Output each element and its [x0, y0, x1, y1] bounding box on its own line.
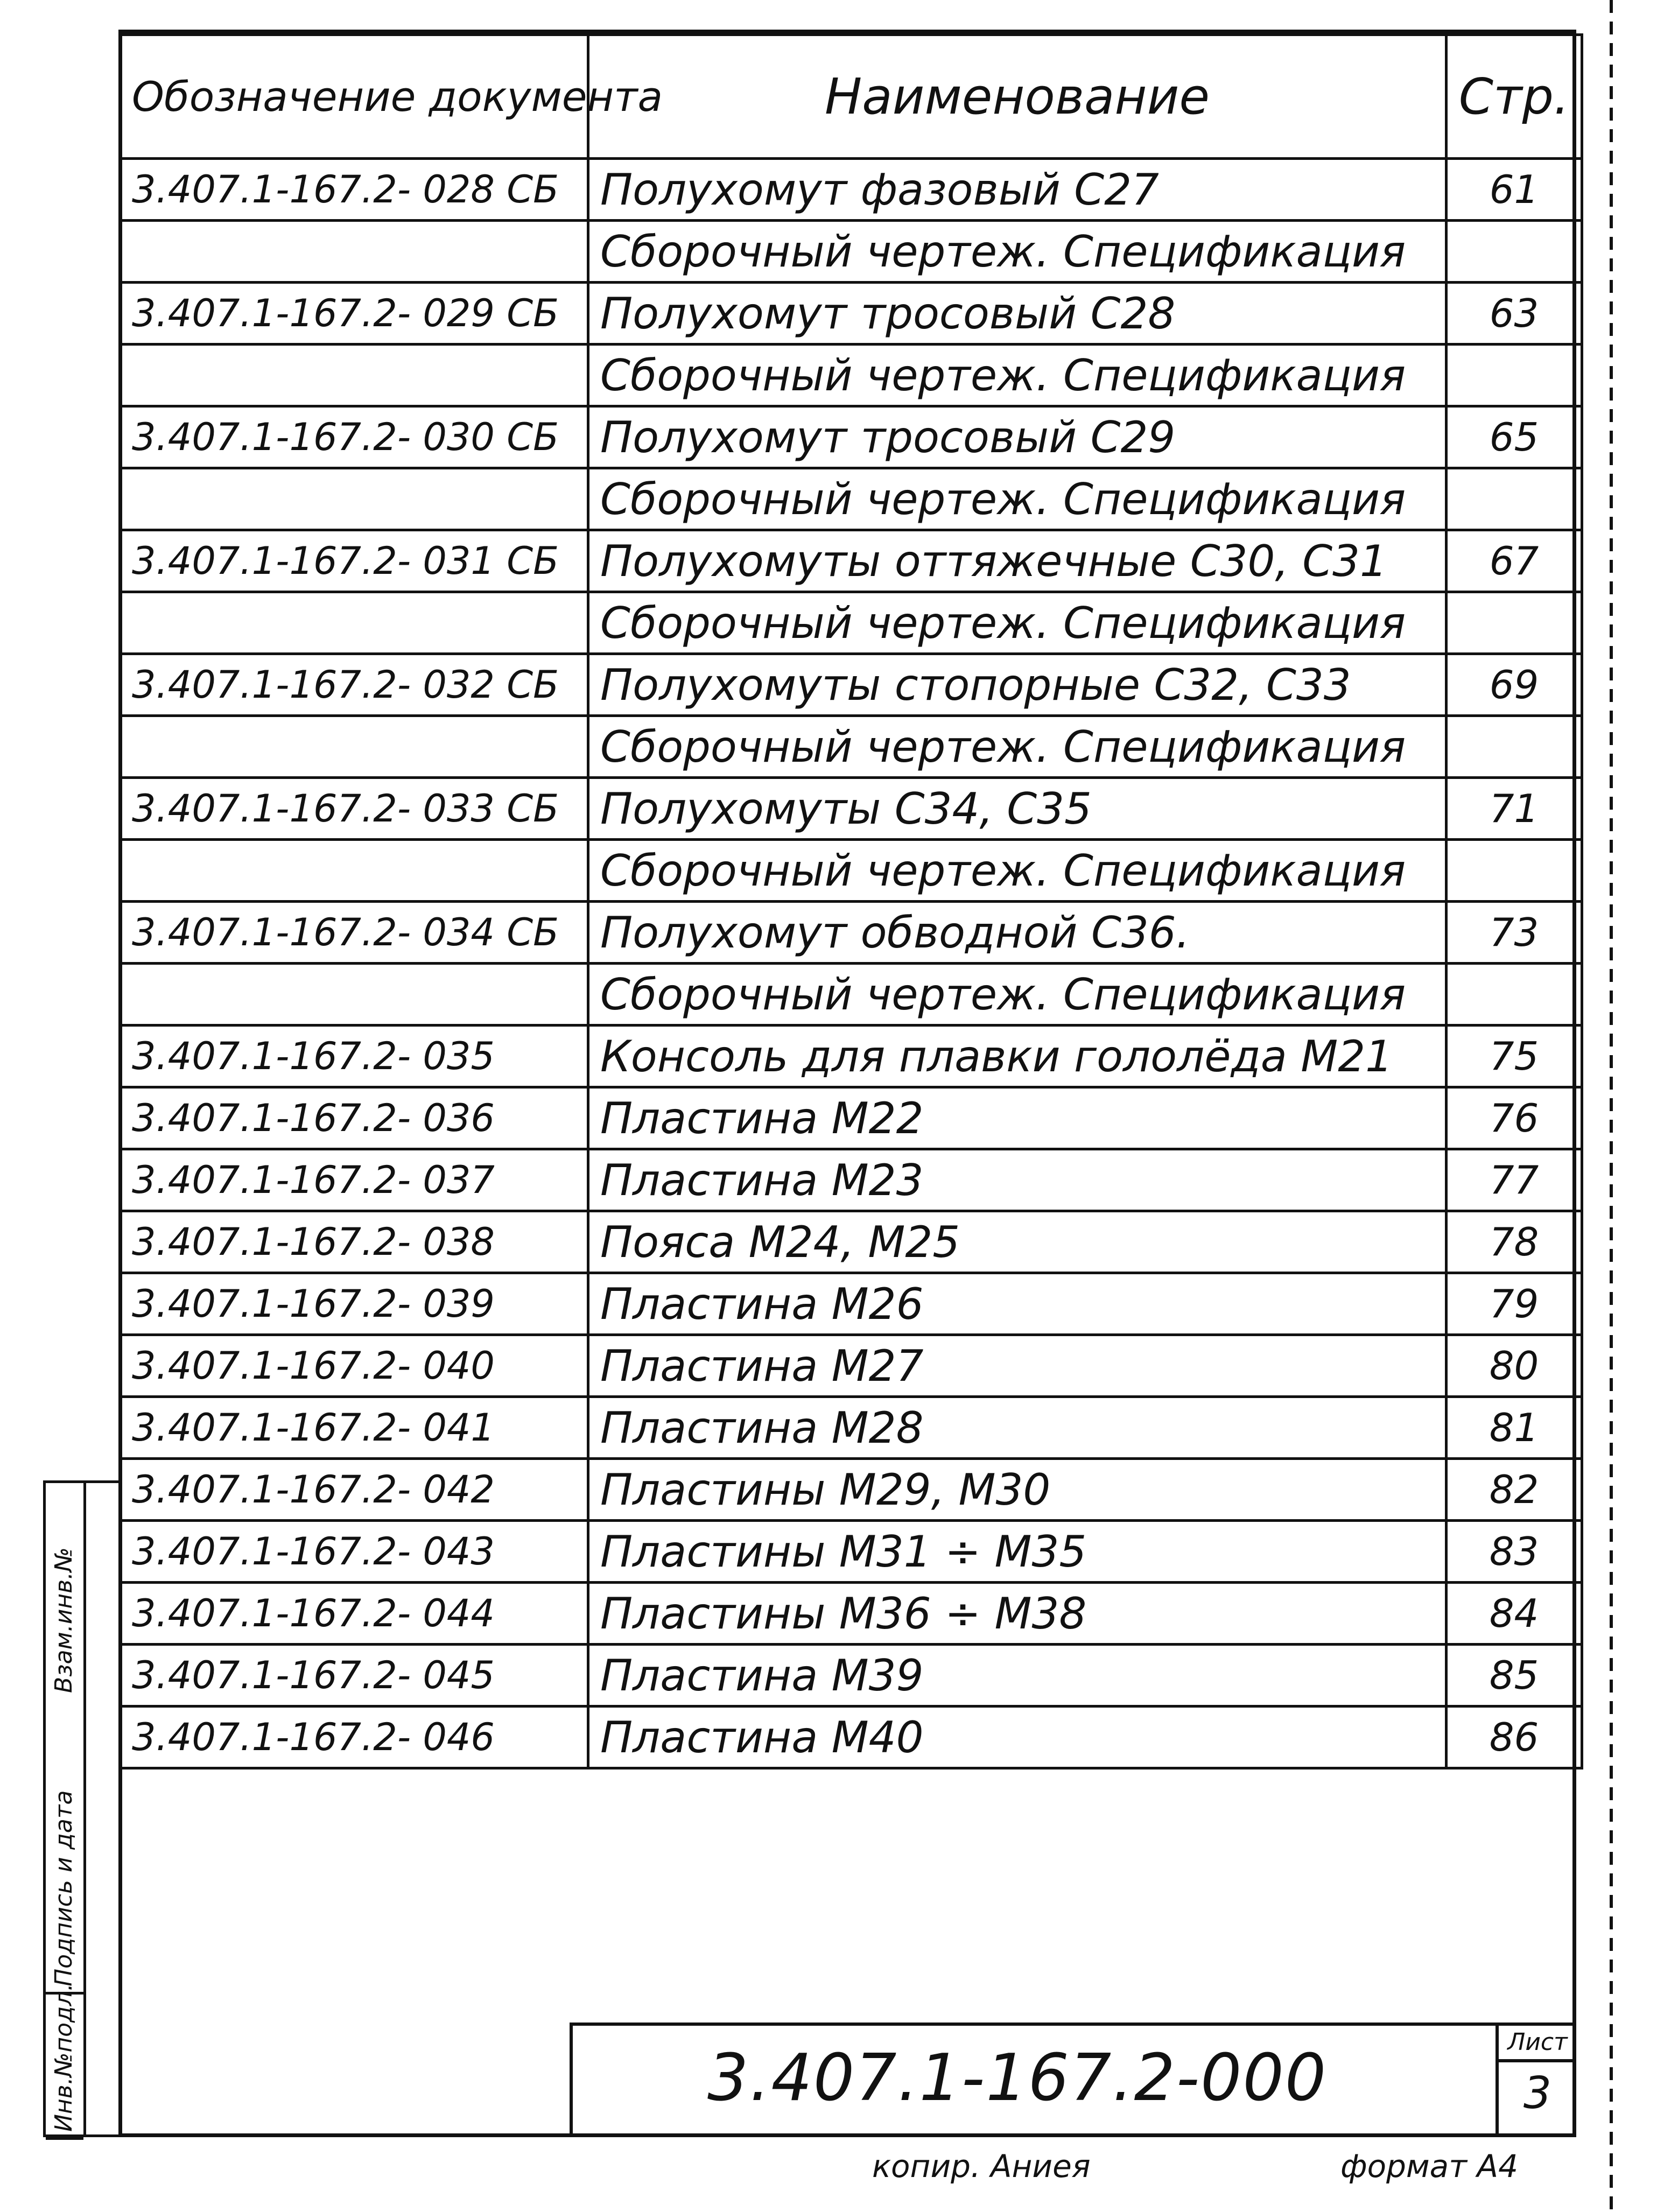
- strip-cell-inv: [46, 1983, 83, 2140]
- cell-page: [1447, 468, 1582, 530]
- sheet-box: [1496, 2026, 1576, 2137]
- cell-name: Пластина М27: [588, 1335, 1447, 1397]
- cell-name: Пластины М31 ÷ М35: [588, 1521, 1447, 1583]
- table-row: [120, 406, 1582, 468]
- table-row: [120, 1707, 1582, 1768]
- cell-page: 76: [1447, 1087, 1582, 1149]
- cell-name: Полухомуты стопорные С32, С33: [588, 654, 1447, 716]
- table-row: [120, 1087, 1582, 1149]
- cell-page: 63: [1447, 283, 1582, 345]
- cell-code: [120, 592, 588, 654]
- cell-code: [120, 840, 588, 902]
- table-row: [120, 716, 1582, 778]
- sheet-number: 3: [1523, 2068, 1552, 2119]
- table-row: [120, 283, 1582, 345]
- cell-code: 3.407.1-167.2- 041: [120, 1397, 588, 1459]
- table-row: [120, 1026, 1582, 1087]
- table-row: [120, 221, 1582, 283]
- cell-code: 3.407.1-167.2- 046: [120, 1707, 588, 1768]
- cell-code: 3.407.1-167.2- 037: [120, 1149, 588, 1211]
- table-body: [120, 159, 1582, 1768]
- cell-name: Полухомут тросовый С29: [588, 406, 1447, 468]
- cell-name: Полухомут тросовый С28: [588, 283, 1447, 345]
- cell-page: 73: [1447, 902, 1582, 964]
- cell-name: Сборочный чертеж. Спецификация: [588, 221, 1447, 283]
- footer-copied: копир. Аниея: [872, 2148, 1091, 2185]
- cell-code: [120, 964, 588, 1026]
- cell-page: 86: [1447, 1707, 1582, 1768]
- sheet-label: Лист: [1499, 2026, 1576, 2062]
- header-name: Наименование: [588, 35, 1447, 159]
- cell-code: 3.407.1-167.2- 044: [120, 1583, 588, 1645]
- cell-page: 71: [1447, 778, 1582, 840]
- cell-code: 3.407.1-167.2- 040: [120, 1335, 588, 1397]
- cell-name: Сборочный чертеж. Спецификация: [588, 345, 1447, 406]
- strip-label-inv: Инв.№подл.: [50, 1983, 78, 2132]
- cell-page: 75: [1447, 1026, 1582, 1087]
- header-page: Стр.: [1447, 35, 1582, 159]
- table-row: [120, 592, 1582, 654]
- cell-code: 3.407.1-167.2- 035: [120, 1026, 588, 1087]
- footer-format: формат А4: [1340, 2148, 1518, 2185]
- cell-name: Сборочный чертеж. Спецификация: [588, 964, 1447, 1026]
- cell-page: [1447, 592, 1582, 654]
- cell-code: [120, 221, 588, 283]
- strip-cell-replace: [46, 1483, 83, 1698]
- cell-name: Сборочный чертеж. Спецификация: [588, 840, 1447, 902]
- cell-name: Пластина М40: [588, 1707, 1447, 1768]
- cell-code: 3.407.1-167.2- 033 СБ: [120, 778, 588, 840]
- binding-strip: [43, 1480, 121, 2137]
- cell-code: 3.407.1-167.2- 045: [120, 1645, 588, 1707]
- cell-name: Полухомут обводной С36.: [588, 902, 1447, 964]
- cell-name: Полухомут фазовый С27: [588, 159, 1447, 221]
- cell-page: [1447, 840, 1582, 902]
- cell-page: 65: [1447, 406, 1582, 468]
- cell-code: 3.407.1-167.2- 028 СБ: [120, 159, 588, 221]
- cell-name: Пластина М23: [588, 1149, 1447, 1211]
- table-row: [120, 778, 1582, 840]
- cell-name: Пластина М39: [588, 1645, 1447, 1707]
- table-row: [120, 1645, 1582, 1707]
- cell-page: 69: [1447, 654, 1582, 716]
- strip-label-sign: Подпись и дата: [50, 1790, 78, 1986]
- cell-code: [120, 716, 588, 778]
- table-row: [120, 964, 1582, 1026]
- cell-page: 77: [1447, 1149, 1582, 1211]
- title-block: [570, 2023, 1576, 2137]
- table-row: [120, 1335, 1582, 1397]
- cell-name: Пластины М29, М30: [588, 1459, 1447, 1521]
- cell-name: Сборочный чертеж. Спецификация: [588, 592, 1447, 654]
- table-row: [120, 159, 1582, 221]
- cell-page: 83: [1447, 1521, 1582, 1583]
- cell-page: 82: [1447, 1459, 1582, 1521]
- cell-code: [120, 468, 588, 530]
- cell-name: Пояса М24, М25: [588, 1211, 1447, 1273]
- cell-page: 81: [1447, 1397, 1582, 1459]
- table-row: [120, 1149, 1582, 1211]
- cell-name: Полухомуты С34, С35: [588, 778, 1447, 840]
- cell-name: Полухомуты оттяжечные С30, С31: [588, 530, 1447, 592]
- table-row: [120, 1273, 1582, 1335]
- document-number: 3.407.1-167.2-000: [707, 2041, 1328, 2116]
- table-row: [120, 1583, 1582, 1645]
- cell-name: Пластина М22: [588, 1087, 1447, 1149]
- table-row: [120, 1459, 1582, 1521]
- strip-divider: [83, 1483, 86, 2134]
- cell-code: 3.407.1-167.2- 029 СБ: [120, 283, 588, 345]
- cell-page: 78: [1447, 1211, 1582, 1273]
- cell-code: 3.407.1-167.2- 036: [120, 1087, 588, 1149]
- header-code: Обозначение документа: [120, 35, 588, 159]
- cell-page: [1447, 221, 1582, 283]
- cell-name: Консоль для плавки гололёда М21: [588, 1026, 1447, 1087]
- cell-code: 3.407.1-167.2- 042: [120, 1459, 588, 1521]
- table-header-row: [120, 35, 1582, 159]
- cell-page: [1447, 345, 1582, 406]
- cell-code: 3.407.1-167.2- 038: [120, 1211, 588, 1273]
- cell-name: Пластина М26: [588, 1273, 1447, 1335]
- cell-page: 61: [1447, 159, 1582, 221]
- table-row: [120, 530, 1582, 592]
- table-row: [120, 902, 1582, 964]
- cell-code: 3.407.1-167.2- 043: [120, 1521, 588, 1583]
- cell-page: 80: [1447, 1335, 1582, 1397]
- table-row: [120, 1397, 1582, 1459]
- table-row: [120, 1211, 1582, 1273]
- cell-page: [1447, 716, 1582, 778]
- cell-page: 79: [1447, 1273, 1582, 1335]
- cell-code: 3.407.1-167.2- 031 СБ: [120, 530, 588, 592]
- table-row: [120, 654, 1582, 716]
- cell-code: 3.407.1-167.2- 034 СБ: [120, 902, 588, 964]
- cell-name: Сборочный чертеж. Спецификация: [588, 468, 1447, 530]
- table-row: [120, 468, 1582, 530]
- cell-name: Сборочный чертеж. Спецификация: [588, 716, 1447, 778]
- cell-code: [120, 345, 588, 406]
- cell-code: 3.407.1-167.2- 032 СБ: [120, 654, 588, 716]
- table-row: [120, 840, 1582, 902]
- table-row: [120, 345, 1582, 406]
- cell-page: 84: [1447, 1583, 1582, 1645]
- table-row: [120, 1521, 1582, 1583]
- cell-page: [1447, 964, 1582, 1026]
- contents-table: [118, 33, 1583, 1769]
- cell-page: 85: [1447, 1645, 1582, 1707]
- cell-name: Пластина М28: [588, 1397, 1447, 1459]
- cell-page: 67: [1447, 530, 1582, 592]
- cell-code: 3.407.1-167.2- 039: [120, 1273, 588, 1335]
- margin-line: [1610, 0, 1613, 2212]
- strip-cell-sign: [46, 1698, 83, 1995]
- cell-name: Пластины М36 ÷ М38: [588, 1583, 1447, 1645]
- strip-label-replace: Взам.инв.№: [50, 1547, 78, 1693]
- cell-code: 3.407.1-167.2- 030 СБ: [120, 406, 588, 468]
